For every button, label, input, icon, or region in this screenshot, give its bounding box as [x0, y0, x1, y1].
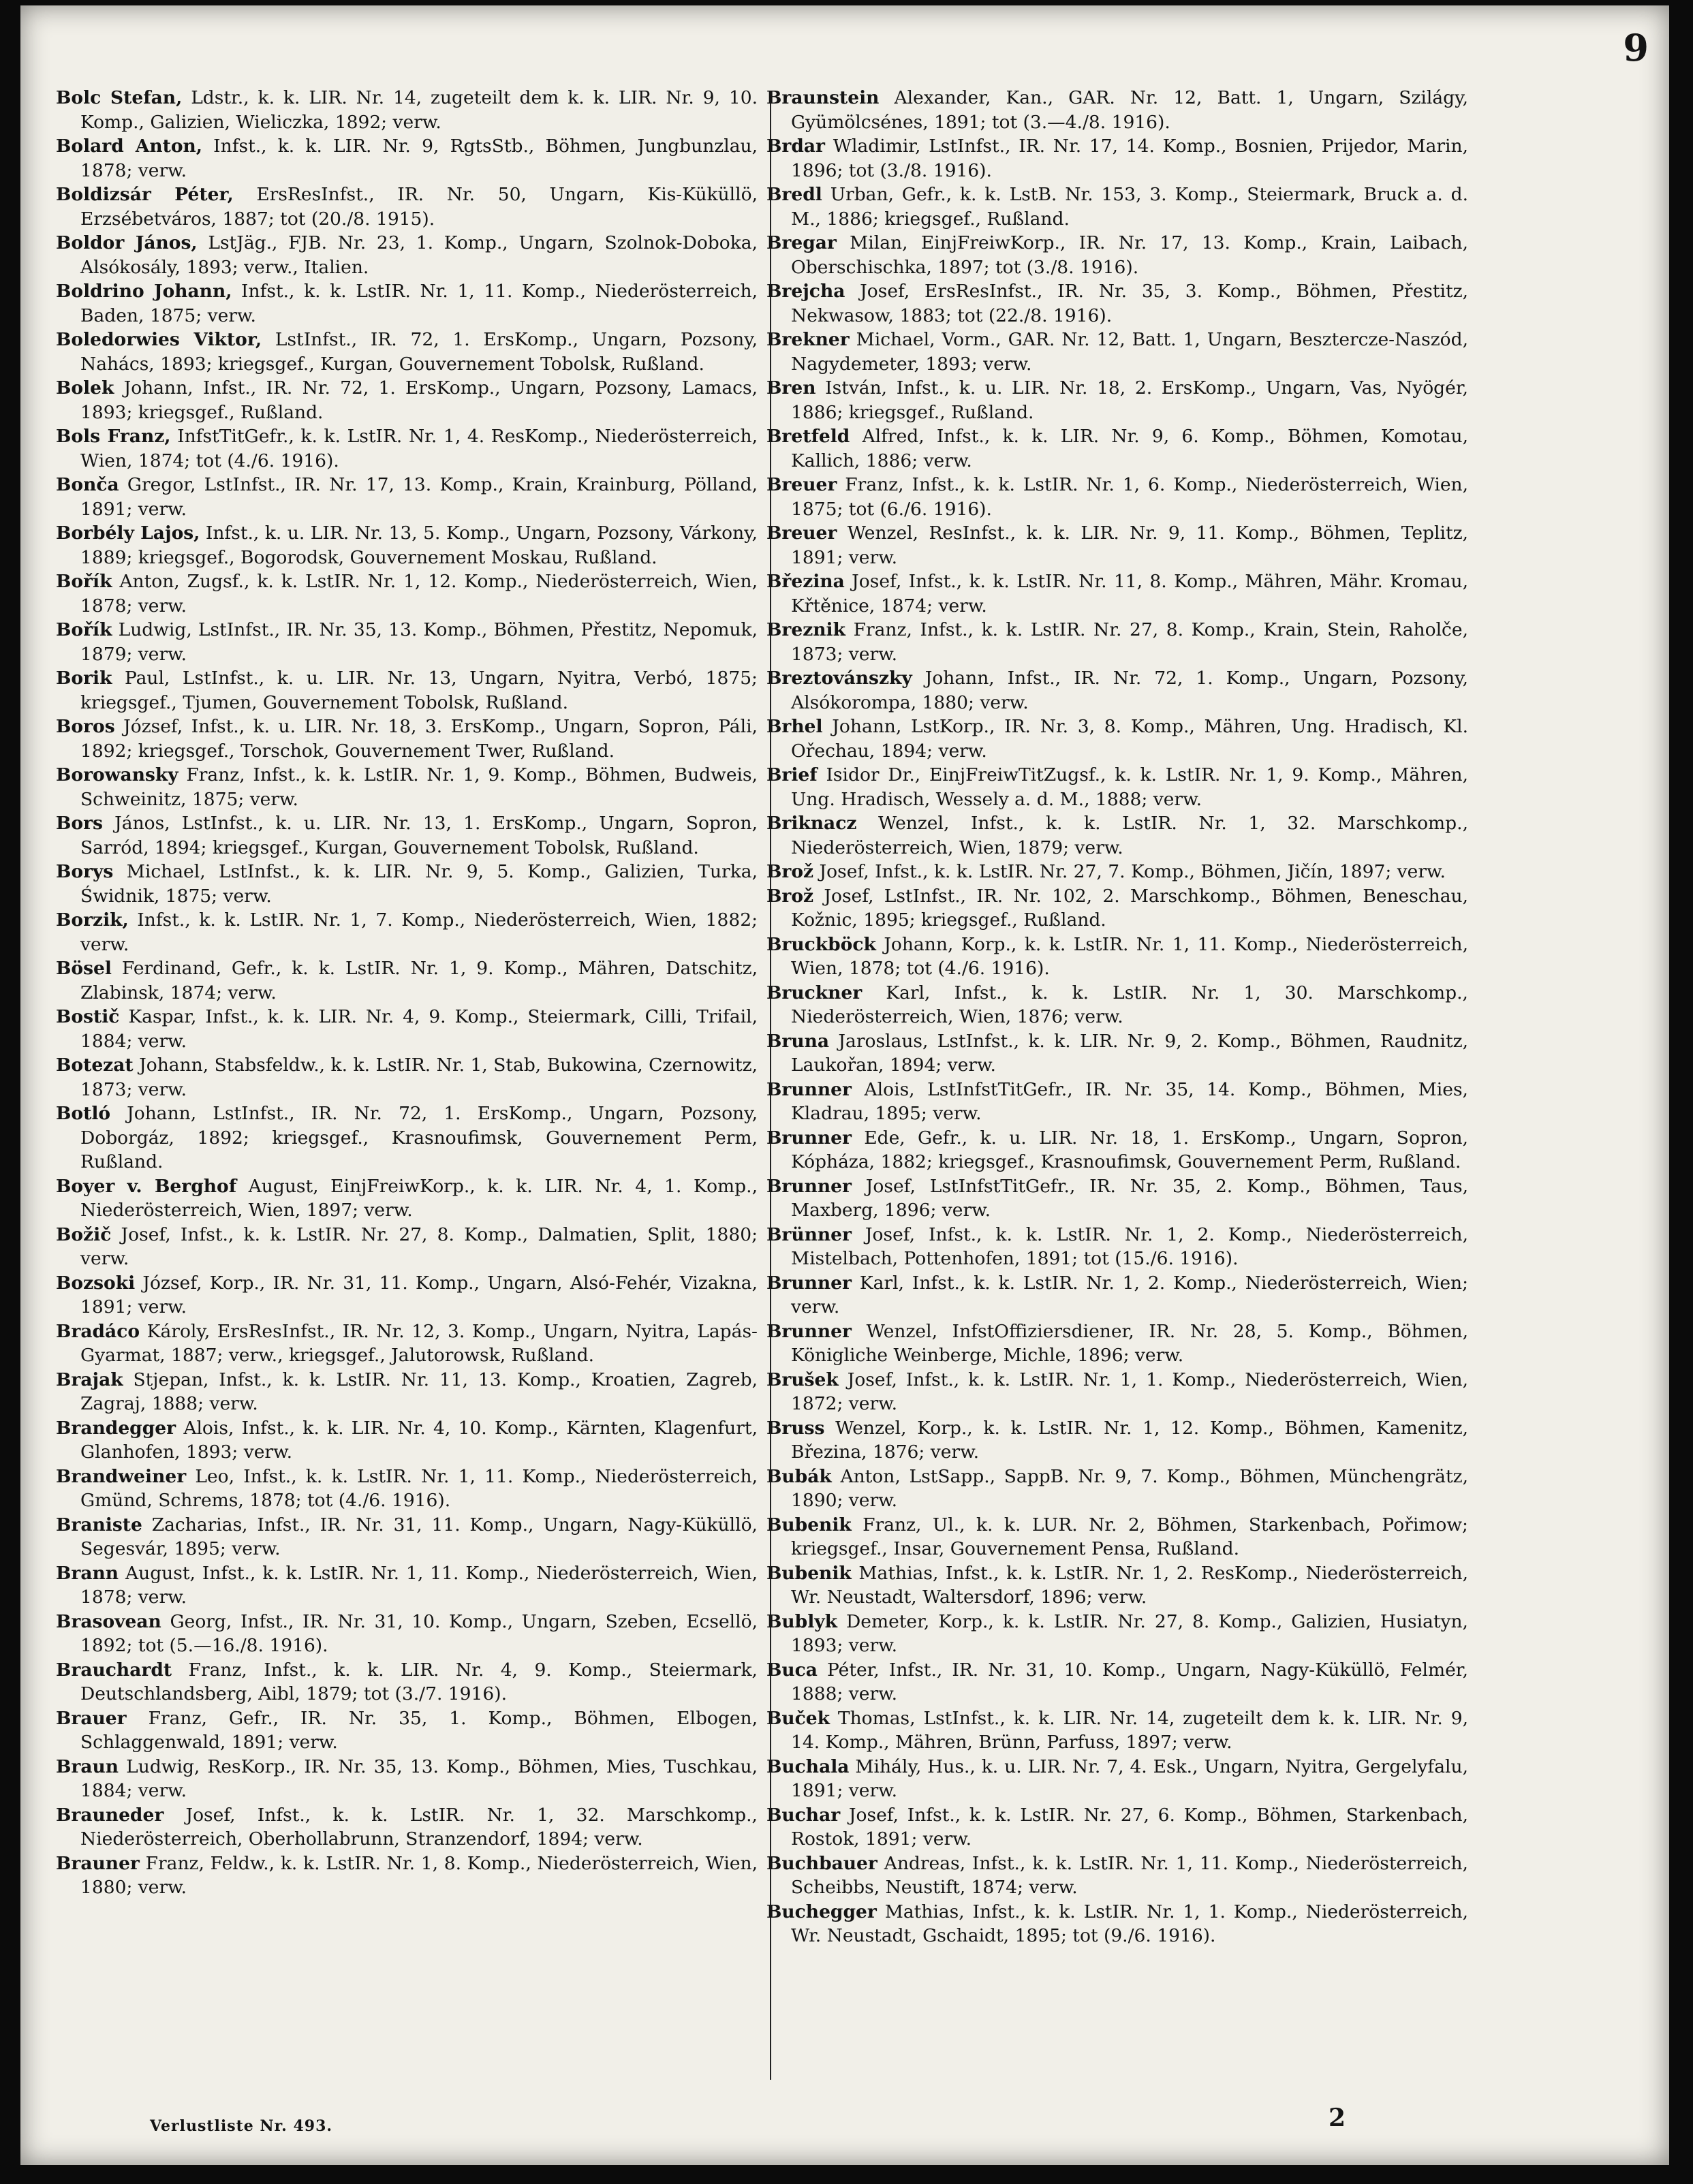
list-entry	[56, 715, 758, 763]
sheet-note: Verlustliste Nr. 493.	[150, 2117, 333, 2135]
list-entry	[766, 763, 1468, 811]
list-entry	[766, 1320, 1468, 1368]
entry-surname: Botló	[56, 1103, 111, 1124]
list-entry	[56, 1803, 758, 1852]
entry-surname: Bregar	[766, 232, 837, 253]
entry-details: Mathias, Infst., k. k. LstIR. Nr. 1, 1. Komp., Niederösterreich, Wr. Neustadt, Gschaidt, 1895; tot (9./6. 1916).	[791, 1901, 1468, 1946]
entry-surname: Braunstein	[766, 87, 880, 108]
entry-surname: Bolc Stefan,	[56, 87, 183, 108]
entry-surname: Brož	[766, 861, 814, 882]
entry-surname: Boldor János,	[56, 232, 198, 253]
entry-details: Anton, LstSapp., SappB. Nr. 9, 7. Komp., Böhmen, Münchengrätz, 1890; verw.	[791, 1465, 1468, 1511]
entry-surname: Buca	[766, 1659, 818, 1681]
list-entry	[56, 618, 758, 666]
entry-surname: Boldrino Johann,	[56, 281, 232, 302]
entry-surname: Boledorwies Viktor,	[56, 329, 262, 350]
entry-details: Stjepan, Infst., k. k. LstIR. Nr. 11, 13. Komp., Kroatien, Zagreb, Zagraj, 1888; verw.	[80, 1369, 758, 1414]
page-number: 9	[1623, 26, 1649, 69]
list-entry	[766, 1223, 1468, 1271]
list-entry	[766, 1658, 1468, 1706]
entry-surname: Brief	[766, 764, 818, 785]
folio-mark: 2	[1329, 2104, 1346, 2132]
list-entry	[56, 183, 758, 231]
entry-surname: Bors	[56, 813, 103, 834]
entry-surname: Bredl	[766, 184, 822, 205]
list-entry	[766, 183, 1468, 231]
list-entry	[766, 811, 1468, 860]
list-entry	[56, 860, 758, 908]
entry-details: Franz, Infst., k. k. LstIR. Nr. 27, 8. Komp., Krain, Stein, Raholče, 1873; verw.	[791, 619, 1468, 665]
entry-details: Franz, Infst., k. k. LIR. Nr. 4, 9. Komp., Steiermark, Deutschlandsberg, Aibl, 1879; tot (3./7. 1916).	[80, 1659, 758, 1704]
entry-surname: Bubenik	[766, 1562, 852, 1584]
entry-surname: Bořík	[56, 571, 112, 592]
list-entry	[56, 1416, 758, 1465]
list-entry	[56, 1658, 758, 1706]
list-entry	[766, 1610, 1468, 1658]
entry-details: Wenzel, ResInfst., k. k. LIR. Nr. 9, 11. Komp., Böhmen, Teplitz, 1891; verw.	[791, 522, 1468, 568]
entry-details: Gregor, LstInfst., IR. Nr. 17, 13. Komp., Krain, Krainburg, Pölland, 1891; verw.	[80, 474, 758, 520]
entry-details: Alfred, Infst., k. k. LIR. Nr. 9, 6. Komp., Böhmen, Komotau, Kallich, 1886; verw.	[791, 426, 1468, 471]
list-entry	[766, 1561, 1468, 1610]
list-entry	[56, 570, 758, 618]
entry-surname: Bolek	[56, 377, 114, 399]
entry-surname: Borbély Lajos,	[56, 522, 200, 544]
list-entry	[766, 86, 1468, 134]
entry-surname: Buchar	[766, 1804, 841, 1826]
entry-details: Zacharias, Infst., IR. Nr. 31, 11. Komp., Ungarn, Nagy-Küküllö, Segesvár, 1895; verw.	[80, 1514, 758, 1559]
entry-surname: Božič	[56, 1223, 112, 1245]
list-entry	[56, 666, 758, 715]
list-entry	[766, 933, 1468, 981]
list-entry	[56, 86, 758, 134]
entry-surname: Boldizsár Péter,	[56, 184, 234, 205]
entry-surname: Breuer	[766, 522, 837, 544]
entry-details: Franz, Gefr., IR. Nr. 35, 1. Komp., Böhmen, Elbogen, Schlaggenwald, 1891; verw.	[80, 1707, 758, 1753]
entry-surname: Brunner	[766, 1175, 852, 1197]
list-entry	[766, 1416, 1468, 1465]
list-entry	[56, 1005, 758, 1053]
entry-details: Anton, Zugsf., k. k. LstIR. Nr. 1, 12. Komp., Niederösterreich, Wien, 1878; verw.	[80, 571, 758, 617]
entry-details: Károly, ErsResInfst., IR. Nr. 12, 3. Komp., Ungarn, Nyitra, Lapás-Gyarmat, 1887; verw., kriegsgef., Jalutorowsk, Rußland.	[80, 1320, 758, 1366]
entry-surname: Brauer	[56, 1707, 127, 1729]
list-entry	[766, 1900, 1468, 1948]
list-entry	[766, 860, 1468, 884]
entry-details: Josef, Infst., k. k. LstIR. Nr. 1, 32. Marschkomp., Niederösterreich, Oberhollabrunn, Stranzendorf, 1894; verw.	[80, 1804, 758, 1850]
list-entry	[766, 1078, 1468, 1126]
entry-surname: Brejcha	[766, 281, 845, 302]
entry-details: Josef, ErsResInfst., IR. Nr. 35, 3. Komp., Böhmen, Přestitz, Nekwasow, 1883; tot (22./8. 1916).	[791, 281, 1468, 326]
entry-surname: Březina	[766, 571, 845, 592]
entry-surname: Bruckner	[766, 982, 863, 1003]
list-entry	[766, 570, 1468, 618]
entry-surname: Brauneder	[56, 1804, 164, 1826]
list-entry	[56, 956, 758, 1005]
list-entry	[766, 884, 1468, 933]
list-entry	[766, 1803, 1468, 1852]
entry-surname: Borik	[56, 668, 112, 689]
list-entry	[56, 1223, 758, 1271]
entry-details: Johann, Infst., IR. Nr. 72, 1. ErsKomp., Ungarn, Pozsony, Lamacs, 1893; kriegsgef., Rußland.	[80, 377, 758, 423]
list-entry	[56, 1465, 758, 1513]
entry-details: Franz, Infst., k. k. LstIR. Nr. 1, 9. Komp., Böhmen, Budweis, Schweinitz, 1875; verw.	[80, 764, 758, 810]
list-entry	[766, 1706, 1468, 1755]
entry-surname: Brhel	[766, 716, 823, 737]
list-entry	[56, 521, 758, 570]
entry-surname: Bradáco	[56, 1320, 140, 1342]
entry-surname: Brann	[56, 1562, 119, 1584]
entry-details: Ldstr., k. k. LIR. Nr. 14, zugeteilt dem k. k. LIR. Nr. 9, 10. Komp., Galizien, Wieliczka, 1892; verw.	[80, 87, 758, 133]
list-entry	[766, 328, 1468, 376]
list-entry	[766, 1465, 1468, 1513]
entry-details: Urban, Gefr., k. k. LstB. Nr. 153, 3. Komp., Steiermark, Bruck a. d. M., 1886; kriegsgef., Rußland.	[791, 184, 1468, 230]
entry-details: Ede, Gefr., k. u. LIR. Nr. 18, 1. ErsKomp., Ungarn, Sopron, Kópháza, 1882; kriegsgef., Krasnoufimsk, Gouvernement Perm, Rußland.	[791, 1127, 1468, 1172]
entry-details: Michael, Vorm., GAR. Nr. 12, Batt. 1, Ungarn, Besztercze-Naszód, Nagydemeter, 1893; verw.	[791, 329, 1468, 375]
entry-details: InfstTitGefr., k. k. LstIR. Nr. 1, 4. ResKomp., Niederösterreich, Wien, 1874; tot (4./6. 1916).	[80, 426, 758, 471]
list-entry	[56, 328, 758, 376]
list-entry	[766, 618, 1468, 666]
list-entry	[56, 908, 758, 956]
list-entry	[766, 279, 1468, 328]
entry-surname: Breztovánszky	[766, 668, 912, 689]
list-entry	[766, 666, 1468, 715]
entry-surname: Brajak	[56, 1369, 123, 1390]
list-entry	[56, 231, 758, 279]
entry-details: Mihály, Hus., k. u. LIR. Nr. 7, 4. Esk., Ungarn, Nyitra, Gergelyfalu, 1891; verw.	[791, 1756, 1468, 1801]
scanned-page	[20, 5, 1669, 2165]
entry-details: Josef, LstInfstTitGefr., IR. Nr. 35, 2. Komp., Böhmen, Taus, Maxberg, 1896; verw.	[791, 1175, 1468, 1221]
entry-surname: Bols Franz,	[56, 426, 171, 447]
entry-surname: Botezat	[56, 1055, 134, 1076]
list-entry	[56, 1610, 758, 1658]
entry-details: Ludwig, LstInfst., IR. Nr. 35, 13. Komp., Böhmen, Přestitz, Nepomuk, 1879; verw.	[80, 619, 758, 665]
list-entry	[766, 1368, 1468, 1416]
entry-surname: Brunner	[766, 1078, 852, 1100]
entry-details: Karl, Infst., k. k. LstIR. Nr. 1, 30. Marschkomp., Niederösterreich, Wien, 1876; verw.	[791, 982, 1468, 1027]
entry-surname: Brekner	[766, 329, 850, 350]
entry-details: Josef, Infst., k. k. LstIR. Nr. 27, 6. Komp., Böhmen, Starkenbach, Rostok, 1891; verw.	[791, 1804, 1468, 1850]
entry-surname: Brož	[766, 885, 814, 907]
right-column	[766, 86, 1468, 1948]
entry-details: Michael, LstInfst., k. k. LIR. Nr. 9, 5. Komp., Galizien, Turka, Świdnik, 1875; verw.	[80, 861, 758, 907]
entry-details: József, Korp., IR. Nr. 31, 11. Komp., Ungarn, Alsó-Fehér, Vizakna, 1891; verw.	[80, 1272, 758, 1317]
list-entry	[56, 1174, 758, 1223]
entry-surname: Bostič	[56, 1006, 120, 1027]
entry-surname: Bruss	[766, 1417, 825, 1439]
entry-surname: Brandegger	[56, 1417, 176, 1439]
entry-details: Johann, Stabsfeldw., k. k. LstIR. Nr. 1, Stab, Bukowina, Czernowitz, 1873; verw.	[80, 1055, 758, 1100]
entry-surname: Brünner	[766, 1223, 852, 1245]
entry-details: János, LstInfst., k. u. LIR. Nr. 13, 1. ErsKomp., Ungarn, Sopron, Sarród, 1894; kriegsgef., Kurgan, Gouvernement Tobolsk, Rußland.	[80, 813, 758, 858]
entry-details: Franz, Feldw., k. k. LstIR. Nr. 1, 8. Komp., Niederösterreich, Wien, 1880; verw.	[80, 1852, 758, 1898]
entry-details: Johann, Korp., k. k. LstIR. Nr. 1, 11. Komp., Niederösterreich, Wien, 1878; tot (4./6. 1916).	[791, 933, 1468, 979]
entry-surname: Bruckböck	[766, 933, 876, 955]
entry-surname: Bretfeld	[766, 426, 850, 447]
entry-details: Leo, Infst., k. k. LstIR. Nr. 1, 11. Komp., Niederösterreich, Gmünd, Schrems, 1878; tot (4./6. 1916).	[80, 1465, 758, 1511]
list-entry	[766, 1029, 1468, 1078]
list-entry	[56, 1102, 758, 1174]
entry-details: Josef, Infst., k. k. LstIR. Nr. 1, 2. Komp., Niederösterreich, Mistelbach, Pottenhofen, 1891; tot (15./6. 1916).	[791, 1223, 1468, 1269]
entry-details: Jaroslaus, LstInfst., k. k. LIR. Nr. 9, 2. Komp., Böhmen, Raudnitz, Laukořan, 1894; verw.	[791, 1030, 1468, 1076]
entry-surname: Buchbauer	[766, 1852, 877, 1874]
entry-surname: Bruna	[766, 1030, 830, 1052]
entry-details: Johann, LstKorp., IR. Nr. 3, 8. Komp., Mähren, Ung. Hradisch, Kl. Ořechau, 1894; verw.	[791, 716, 1468, 762]
entry-surname: Bořík	[56, 619, 112, 640]
entry-details: Johann, Infst., IR. Nr. 72, 1. Komp., Ungarn, Pozsony, Alsókorompa, 1880; verw.	[791, 668, 1468, 713]
entry-details: Josef, Infst., k. k. LstIR. Nr. 11, 8. Komp., Mähren, Mähr. Kromau, Křtěnice, 1874; verw.	[791, 571, 1468, 617]
entry-surname: Bubák	[766, 1465, 832, 1487]
entry-surname: Braun	[56, 1756, 119, 1777]
entry-surname: Bolard Anton,	[56, 136, 202, 157]
entry-details: Franz, Infst., k. k. LstIR. Nr. 1, 6. Komp., Niederösterreich, Wien, 1875; tot (6./6. 1916).	[791, 474, 1468, 520]
entry-details: Wenzel, Infst., k. k. LstIR. Nr. 1, 32. Marschkomp., Niederösterreich, Wien, 1879; verw.	[791, 813, 1468, 858]
entry-surname: Bozsoki	[56, 1272, 136, 1294]
entry-details: Franz, Ul., k. k. LUR. Nr. 2, Böhmen, Starkenbach, Pořimow; kriegsgef., Insar, Gouvernement Pensa, Rußland.	[791, 1514, 1468, 1559]
entry-details: Infst., k. k. LstIR. Nr. 1, 7. Komp., Niederösterreich, Wien, 1882; verw.	[80, 909, 758, 955]
list-entry	[766, 1271, 1468, 1320]
entry-details: József, Infst., k. u. LIR. Nr. 18, 3. ErsKomp., Ungarn, Sopron, Páli, 1892; kriegsgef., Torschok, Gouvernement Twer, Rußland.	[80, 716, 758, 762]
entry-surname: Brauchardt	[56, 1659, 172, 1681]
list-entry	[766, 424, 1468, 473]
entry-details: LstJäg., FJB. Nr. 23, 1. Komp., Ungarn, Szolnok-Doboka, Alsókosály, 1893; verw., Italien.	[80, 232, 758, 278]
entry-surname: Briknacz	[766, 813, 857, 834]
list-entry	[766, 473, 1468, 521]
list-entry	[766, 1513, 1468, 1561]
list-entry	[766, 521, 1468, 570]
entry-surname: Buček	[766, 1707, 830, 1729]
entry-details: Wenzel, Korp., k. k. LstIR. Nr. 1, 12. Komp., Böhmen, Kamenitz, Březina, 1876; verw.	[791, 1417, 1468, 1463]
entry-details: Ludwig, ResKorp., IR. Nr. 35, 13. Komp., Böhmen, Mies, Tuschkau, 1884; verw.	[80, 1756, 758, 1801]
list-entry	[56, 424, 758, 473]
entry-details: Josef, Infst., k. k. LstIR. Nr. 27, 7. Komp., Böhmen, Jičín, 1897; verw.	[813, 861, 1446, 882]
list-entry	[56, 763, 758, 811]
list-entry	[56, 279, 758, 328]
entry-details: Alexander, Kan., GAR. Nr. 12, Batt. 1, Ungarn, Szilágy, Gyümölcsénes, 1891; tot (3.—4./8. 1916).	[791, 87, 1468, 133]
list-entry	[56, 811, 758, 860]
entry-surname: Breznik	[766, 619, 845, 640]
entry-details: Josef, Infst., k. k. LstIR. Nr. 27, 8. Komp., Dalmatien, Split, 1880; verw.	[80, 1223, 758, 1269]
entry-surname: Brunner	[766, 1320, 852, 1342]
entry-surname: Braniste	[56, 1514, 142, 1535]
entry-details: Josef, LstInfst., IR. Nr. 102, 2. Marschkomp., Böhmen, Beneschau, Kožnic, 1895; kriegsgef., Rußland.	[791, 885, 1468, 931]
entry-details: Karl, Infst., k. k. LstIR. Nr. 1, 2. Komp., Niederösterreich, Wien; verw.	[791, 1272, 1468, 1317]
entry-details: Wenzel, InfstOffiziersdiener, IR. Nr. 28, 5. Komp., Böhmen, Königliche Weinberge, Michle, 1896; verw.	[791, 1320, 1468, 1366]
list-entry	[766, 715, 1468, 763]
entry-surname: Buchala	[766, 1756, 850, 1777]
entry-details: Alois, Infst., k. k. LIR. Nr. 4, 10. Komp., Kärnten, Klagenfurt, Glanhofen, 1893; verw.	[80, 1417, 758, 1463]
entry-details: LstInfst., IR. 72, 1. ErsKomp., Ungarn, Pozsony, Nahács, 1893; kriegsgef., Kurgan, Gouvernement Tobolsk, Rußland.	[80, 329, 758, 375]
list-entry	[766, 1126, 1468, 1174]
entry-details: Andreas, Infst., k. k. LstIR. Nr. 1, 11. Komp., Niederösterreich, Scheibbs, Neustift, 1874; verw.	[791, 1852, 1468, 1898]
entry-surname: Brandweiner	[56, 1465, 187, 1487]
entry-details: Alois, LstInfstTitGefr., IR. Nr. 35, 14. Komp., Böhmen, Mies, Kladrau, 1895; verw.	[791, 1078, 1468, 1124]
list-entry	[766, 231, 1468, 279]
entry-details: Demeter, Korp., k. k. LstIR. Nr. 27, 8. Komp., Galizien, Husiatyn, 1893; verw.	[791, 1610, 1468, 1656]
list-entry	[56, 1561, 758, 1610]
entry-details: Wladimir, LstInfst., IR. Nr. 17, 14. Komp., Bosnien, Prijedor, Marin, 1896; tot (3./8. 1916).	[791, 136, 1468, 181]
entry-details: István, Infst., k. u. LIR. Nr. 18, 2. ErsKomp., Ungarn, Vas, Nyögér, 1886; kriegsgef., Rußland.	[791, 377, 1468, 423]
list-entry	[766, 1852, 1468, 1900]
left-column	[56, 86, 758, 1900]
list-entry	[56, 473, 758, 521]
entry-details: Infst., k. k. LIR. Nr. 9, RgtsStb., Böhmen, Jungbunzlau, 1878; verw.	[80, 136, 758, 181]
entry-surname: Bösel	[56, 958, 112, 979]
list-entry	[56, 1053, 758, 1102]
entry-details: Kaspar, Infst., k. k. LIR. Nr. 4, 9. Komp., Steiermark, Cilli, Trifail, 1884; verw.	[80, 1006, 758, 1052]
entry-surname: Borys	[56, 861, 114, 882]
entry-details: Infst., k. k. LstIR. Nr. 1, 11. Komp., Niederösterreich, Baden, 1875; verw.	[80, 281, 758, 326]
list-entry	[56, 1852, 758, 1900]
list-entry	[56, 1755, 758, 1803]
entry-surname: Brušek	[766, 1369, 839, 1390]
entry-surname: Bren	[766, 377, 816, 399]
list-entry	[56, 134, 758, 183]
entry-surname: Bubenik	[766, 1514, 852, 1535]
list-entry	[56, 1706, 758, 1755]
entry-surname: Bublyk	[766, 1610, 838, 1632]
entry-surname: Brauner	[56, 1852, 140, 1874]
entry-details: August, Infst., k. k. LstIR. Nr. 1, 11. Komp., Niederösterreich, Wien, 1878; verw.	[80, 1562, 758, 1608]
list-entry	[56, 1320, 758, 1368]
entry-details: Péter, Infst., IR. Nr. 31, 10. Komp., Ungarn, Nagy-Küküllö, Felmér, 1888; verw.	[791, 1659, 1468, 1704]
entry-details: Johann, LstInfst., IR. Nr. 72, 1. ErsKomp., Ungarn, Pozsony, Doborgáz, 1892; kriegsgef., Krasnoufimsk, Gouvernement Perm, Rußland.	[80, 1103, 758, 1172]
list-entry	[56, 1271, 758, 1320]
entry-details: Infst., k. u. LIR. Nr. 13, 5. Komp., Ungarn, Pozsony, Várkony, 1889; kriegsgef., Bogorodsk, Gouvernement Moskau, Rußland.	[80, 522, 758, 568]
entry-surname: Brunner	[766, 1272, 852, 1294]
list-entry	[766, 134, 1468, 183]
entry-surname: Borzik,	[56, 909, 129, 931]
entry-surname: Bonča	[56, 474, 119, 495]
list-entry	[766, 376, 1468, 424]
entry-details: Georg, Infst., IR. Nr. 31, 10. Komp., Ungarn, Szeben, Ecsellö, 1892; tot (5.—16./8. 1916).	[80, 1610, 758, 1656]
list-entry	[56, 1368, 758, 1416]
entry-details: ErsResInfst., IR. Nr. 50, Ungarn, Kis-Küküllö, Erzsébetváros, 1887; tot (20./8. 1915).	[80, 184, 758, 230]
list-entry	[766, 1755, 1468, 1803]
entry-surname: Brasovean	[56, 1610, 161, 1632]
entry-surname: Brunner	[766, 1127, 852, 1149]
entry-surname: Boros	[56, 716, 115, 737]
entry-details: Milan, EinjFreiwKorp., IR. Nr. 17, 13. Komp., Krain, Laibach, Oberschischka, 1897; tot (3./8. 1916).	[791, 232, 1468, 278]
entry-surname: Breuer	[766, 474, 837, 495]
entry-details: Ferdinand, Gefr., k. k. LstIR. Nr. 1, 9. Komp., Mähren, Datschitz, Zlabinsk, 1874; verw.	[80, 958, 758, 1003]
entry-details: Paul, LstInfst., k. u. LIR. Nr. 13, Ungarn, Nyitra, Verbó, 1875; kriegsgef., Tjumen, Gouvernement Tobolsk, Rußland.	[80, 668, 758, 713]
entry-details: Josef, Infst., k. k. LstIR. Nr. 1, 1. Komp., Niederösterreich, Wien, 1872; verw.	[791, 1369, 1468, 1414]
entry-details: Isidor Dr., EinjFreiwTitZugsf., k. k. LstIR. Nr. 1, 9. Komp., Mähren, Ung. Hradisch, Wessely a. d. M., 1888; verw.	[791, 764, 1468, 810]
list-entry	[766, 1174, 1468, 1223]
list-entry	[56, 1513, 758, 1561]
list-entry	[766, 981, 1468, 1029]
entry-details: Mathias, Infst., k. k. LstIR. Nr. 1, 2. ResKomp., Niederösterreich, Wr. Neustadt, Waltersdorf, 1896; verw.	[791, 1562, 1468, 1608]
list-entry	[56, 376, 758, 424]
entry-details: Thomas, LstInfst., k. k. LIR. Nr. 14, zugeteilt dem k. k. LIR. Nr. 9, 14. Komp., Mähren, Brünn, Parfuss, 1897; verw.	[791, 1707, 1468, 1753]
entry-surname: Brdar	[766, 136, 826, 157]
entry-details: August, EinjFreiwKorp., k. k. LIR. Nr. 4, 1. Komp., Niederösterreich, Wien, 1897; verw.	[80, 1175, 758, 1221]
entry-surname: Boyer v. Berghof	[56, 1175, 237, 1197]
entry-surname: Buchegger	[766, 1901, 877, 1922]
entry-surname: Borowansky	[56, 764, 178, 785]
